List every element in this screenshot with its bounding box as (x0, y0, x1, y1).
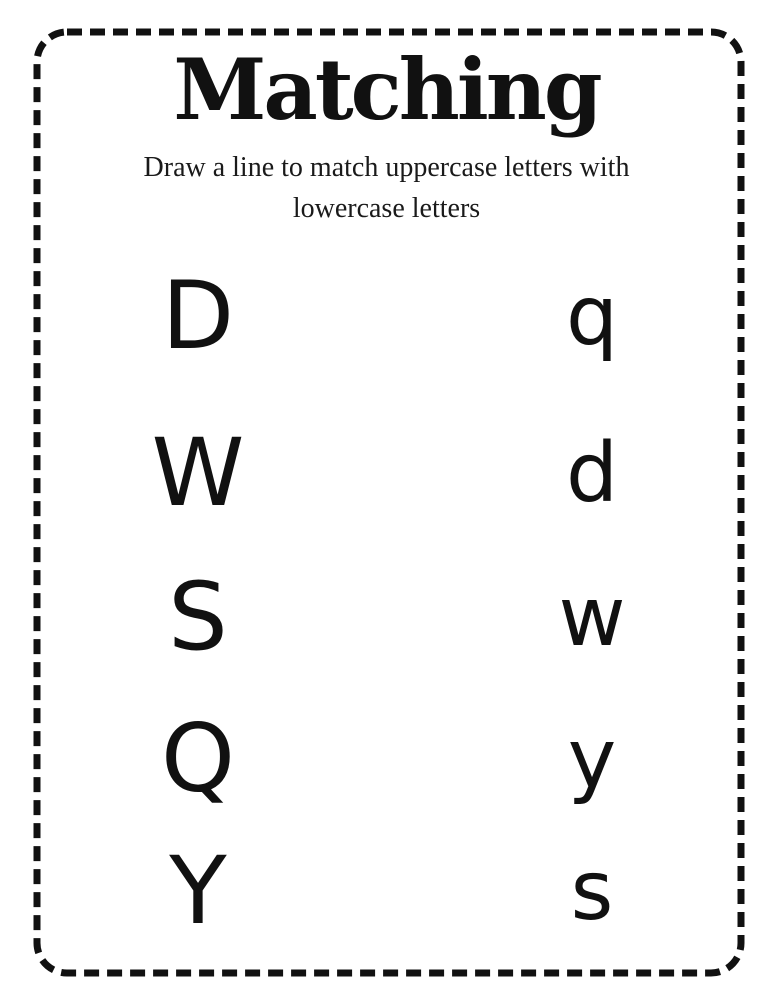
lowercase-letter[interactable]: y (567, 711, 617, 807)
lowercase-letter[interactable]: q (565, 268, 619, 364)
match-row (0, 245, 773, 388)
worksheet-title: Matching (173, 40, 600, 139)
instructions-line-1: Draw a line to match uppercase letters with (143, 152, 630, 183)
match-row (0, 688, 773, 831)
uppercase-letter[interactable]: Y (169, 836, 227, 946)
lowercase-letter[interactable]: d (565, 425, 619, 521)
match-row (0, 820, 773, 963)
uppercase-letter[interactable]: W (151, 418, 245, 528)
match-row (0, 546, 773, 689)
lowercase-letter[interactable]: w (558, 569, 626, 665)
instructions-line-2: lowercase letters (292, 193, 481, 224)
lowercase-letter[interactable]: s (570, 843, 614, 939)
uppercase-letter[interactable]: D (161, 261, 235, 371)
uppercase-letter[interactable]: Q (161, 704, 235, 814)
match-row (0, 402, 773, 545)
uppercase-letter[interactable]: S (168, 562, 228, 672)
